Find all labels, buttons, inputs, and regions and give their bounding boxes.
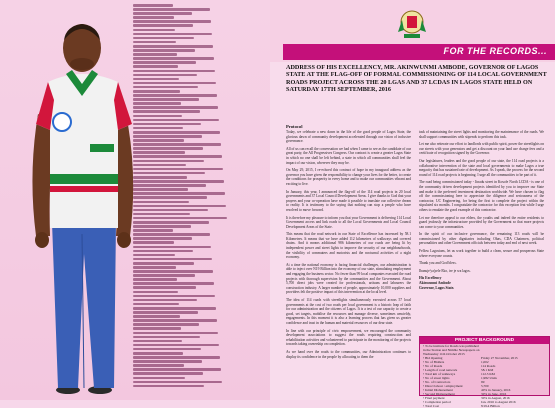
protocol-heading: Protocol bbox=[286, 124, 303, 129]
photo-panel bbox=[0, 0, 270, 400]
name-list-line bbox=[133, 53, 177, 56]
row-label: • Bid Opening bbox=[423, 356, 443, 360]
speech-paragraph: task of maintaining the street lights and monitoring the maintenance of the roads. We shall support communities with stipends to perform this task. bbox=[419, 130, 544, 139]
name-list-line bbox=[133, 229, 173, 232]
name-list-line bbox=[133, 164, 186, 167]
name-list-line bbox=[133, 217, 227, 220]
for-the-records-banner bbox=[283, 44, 555, 60]
row-value: 5,700 bbox=[481, 384, 489, 388]
row-value: 1,002 bbox=[481, 360, 489, 364]
name-list-line bbox=[133, 278, 177, 281]
speech-column-left bbox=[286, 130, 411, 362]
name-list-line bbox=[133, 225, 191, 228]
name-list-line bbox=[133, 168, 223, 171]
speech-paragraph: Thank you and God bless. bbox=[419, 261, 457, 266]
name-list-line bbox=[133, 192, 225, 195]
project-background-row bbox=[420, 344, 549, 356]
name-list-line bbox=[133, 78, 179, 81]
name-list-line bbox=[133, 119, 219, 122]
row-label: • No of Roads bbox=[423, 364, 443, 368]
name-list-line bbox=[133, 209, 208, 212]
name-list-line bbox=[133, 12, 192, 15]
name-list-line bbox=[133, 282, 214, 285]
name-list-line bbox=[133, 340, 182, 343]
row-value: 1,982 Units bbox=[481, 376, 497, 380]
row-label: • To be institute for Roads was published in the Station and Nimble Newspapers on Wednesday 11th October 2015 bbox=[423, 344, 480, 356]
name-list-line bbox=[133, 348, 201, 351]
name-list-line bbox=[133, 262, 194, 265]
signoff-line1: His Excellency bbox=[419, 276, 442, 281]
project-background-box bbox=[419, 336, 550, 408]
name-list-line bbox=[133, 24, 193, 27]
name-list-line bbox=[133, 385, 204, 388]
name-list-line bbox=[133, 135, 202, 138]
row-label: • Completion period bbox=[423, 400, 451, 404]
row-value: N19.4 Billion bbox=[481, 404, 500, 408]
name-list-line bbox=[133, 254, 175, 257]
name-list-line bbox=[133, 147, 203, 150]
project-background-row bbox=[420, 404, 549, 408]
name-list-line bbox=[133, 131, 220, 134]
name-list-line bbox=[133, 196, 207, 199]
project-background-title: PROJECT BACKGROUND bbox=[420, 337, 549, 344]
speech-column-right bbox=[419, 130, 544, 291]
name-list-line bbox=[133, 102, 181, 105]
row-label: • No of street lights bbox=[423, 376, 450, 380]
name-list-line bbox=[133, 70, 215, 73]
name-list-line bbox=[133, 323, 199, 326]
name-list-line bbox=[133, 98, 199, 101]
name-list-line bbox=[133, 143, 221, 146]
row-label: • Direct labour / employment bbox=[423, 384, 463, 388]
row-value bbox=[481, 344, 546, 356]
name-list-line bbox=[133, 336, 200, 339]
name-list-line bbox=[133, 160, 204, 163]
name-list-line bbox=[133, 291, 178, 294]
name-list-line bbox=[133, 151, 185, 154]
speech-paragraph: The road being commissioned today - Jinadu street in Kosofe North LCDA - is one of the community driven development projects identified by you to improve our State and make it the preferred investment destination worldwide. We have chosen to flag off the commissioning here to appreciate the diligence and seriousness of the contractor, UC Engineering, for being the first to complete the project within the stipulated six months. I congratulate the contractor for this exception feat while I urge others to emulate the good example of this contractor. bbox=[419, 180, 544, 212]
name-list-line bbox=[133, 74, 197, 77]
name-list-line bbox=[133, 41, 176, 44]
name-list-line bbox=[133, 213, 190, 216]
row-value: 40% in January, 2016 bbox=[481, 388, 511, 392]
name-list-line bbox=[133, 155, 222, 158]
speech-paragraph: Our legislatures, leaders and the good people of our state, the 114 road projects is a collaborative intervention of the state and local governments to make Lagos a true megacity that has sustained rate of development. As I speak, the process for the second round of 114 road projects is beginning. I urge all the communities to be part of it. bbox=[419, 158, 544, 177]
speech-paragraph: The idea of 114 roads with streetlights simultaneously executed across 57 local governments at the cost of two roads per local government is a historic leap of faith for our administration and the citizens of Lagos. It is a test of our capacity to create a good, set targets, mobilise the resources and manage diverse, sometimes unwieldy, engagements. In this moment it is also a learning process that has given us greater confidence and trust in the human and material resources of our dear state. bbox=[286, 298, 411, 325]
name-list-line bbox=[133, 364, 184, 367]
speech-paragraph: It is therefore my pleasure to inform you that your Government is delivering 114 Local Government access and link roads to all the Local Governments and Local Council Development Areas of the State. bbox=[286, 215, 412, 229]
name-list-line bbox=[133, 311, 198, 314]
row-value: 99 bbox=[481, 380, 485, 384]
name-list-line bbox=[133, 33, 212, 36]
speech-paragraph: Let me also reiterate our effort to landlords with public spirit, power the streetlights on our streets with your generators and get a discount on your land use charge fees and a certificate of recognition signed by the Governor. bbox=[419, 142, 544, 156]
speech-paragraph: Fellow Lagosians, let us work together to build a clean, secure and prosperous State where everyone counts. bbox=[419, 249, 544, 258]
speech-paragraph: Let me therefore appeal to our elders, the youths and indeed the entire residents to guard jealously the infrastructure provided by the Government so that more projects can come to your communities. bbox=[419, 215, 544, 229]
name-list-line bbox=[133, 188, 188, 191]
name-list-line bbox=[133, 319, 217, 322]
name-list-line bbox=[133, 372, 203, 375]
signoff-line3: Governor, Lagos State. bbox=[419, 286, 455, 291]
speech-title: ADDRESS OF HIS EXCELLENCY, MR. AKINWUNMI AMBODE, GOVERNOR OF LAGOS STATE AT THE FLAG-OFF OF FORMAL COMMISSIONING OF 114 LOCAL GOVERNMENT ROADS PROJECT ACROSS THE 20 LGAS AND 37 LCDAS IN LAGOS STATE HELD ON SATURDAY 17TH SEPTEMBER, 2016 bbox=[286, 64, 547, 93]
name-list-line bbox=[133, 45, 213, 48]
speech-paragraph: This means that the road network in our State of Excellence has increased by 58.1 Kilometres. It means that we have added 112 kilometres of walkways and covered drains. And it means additional 986 kilometres of our roads are being lit by independent power and street lights to improve the security of our neighbourhoods, the visibility of commuters and motorists and the nocturnal activities of a night economy. bbox=[286, 232, 411, 260]
name-list-line bbox=[133, 360, 202, 363]
name-list-line bbox=[133, 307, 216, 310]
name-list-line bbox=[133, 377, 185, 380]
name-list-line bbox=[133, 241, 174, 244]
name-list-line bbox=[133, 49, 195, 52]
name-list-line bbox=[133, 90, 180, 93]
name-list-line bbox=[133, 16, 174, 19]
name-list-line bbox=[133, 315, 180, 318]
row-value: 114 Roads bbox=[481, 364, 496, 368]
name-list-line bbox=[133, 29, 175, 32]
supporters-name-list bbox=[133, 4, 261, 396]
row-label: • Length of road network bbox=[423, 368, 458, 372]
name-list-line bbox=[133, 266, 176, 269]
row-value: 112.3 KM bbox=[481, 372, 495, 376]
name-list-line bbox=[133, 123, 201, 126]
name-list-line bbox=[133, 250, 193, 253]
speech-paragraph: Ibanuje'ya'pele Eko, ire je wa lagos. bbox=[419, 268, 471, 273]
name-list-line bbox=[133, 20, 211, 23]
name-list-line bbox=[133, 295, 215, 298]
speech-paragraph: On May 29, 2015, I re-echoed this contract of hope in my inaugural address as the governor you have given the responsibility to change your lives for the better, to create the conditions for prosperity in every home and to make our communities vibrant and exciting to live. bbox=[286, 168, 411, 186]
name-list-line bbox=[133, 327, 181, 330]
name-list-line bbox=[133, 184, 206, 187]
name-list-line bbox=[133, 172, 205, 175]
name-list-line bbox=[133, 65, 178, 68]
name-list-line bbox=[133, 299, 197, 302]
name-list-line bbox=[133, 115, 182, 118]
row-label: • No. of Contractors bbox=[423, 380, 451, 384]
row-value: 30% in August, 2016 bbox=[481, 396, 510, 400]
row-label: • Total km of walkways bbox=[423, 372, 456, 376]
name-list-line bbox=[133, 286, 196, 289]
governor-photo bbox=[22, 4, 142, 396]
row-value: Friday 27 November, 2015 bbox=[481, 356, 518, 360]
lagos-coat-of-arms-icon bbox=[394, 6, 430, 42]
name-list-line bbox=[133, 57, 214, 60]
name-list-line bbox=[133, 258, 212, 261]
speech-paragraph: In line with our principle of civic empowerment, we encouraged the community development associations to suggest the roads requiring construction and rehabilitation activities and volunteered to participate in the monitoring of the projects towards taking ownership on completion. bbox=[286, 328, 411, 347]
name-list-line bbox=[133, 352, 183, 355]
speech-paragraph: At a time the national economy is facing financial challenges, our administration is able to inject over N19 Billion into the economy of our state, stimulating employment and engaging the business sector. No fewer than 99 local companies executed the road projects with thorough supervision by the communities and the Government. About 5,700 direct jobs were created for professionals, artisans and labourers the construction industry. A larger number of people, approximately 10,000 suppliers and providers felt the positive impact of this intervention at the local level. bbox=[286, 262, 411, 295]
signoff-line2: Akinwunmi Ambode bbox=[419, 281, 451, 286]
speech-paragraph: In January, this year, I announced the flag-off of the 114 road projects in 20 local governments and 37 Local Council Development Areas. I give thanks to God that your prayers and your co-operation have made it possible to translate our collective dream to reality. It is testimony to the saying that nothing can stop a people who have resolved to move forward. bbox=[286, 189, 411, 212]
name-list-line bbox=[133, 270, 213, 273]
row-label: • Initial Disbursement bbox=[423, 388, 453, 392]
name-list-line bbox=[133, 86, 198, 89]
row-value: Jan. 2016 to August 2016 bbox=[481, 400, 516, 404]
name-list-line bbox=[133, 82, 216, 85]
name-list-line bbox=[133, 110, 200, 113]
name-list-line bbox=[133, 246, 211, 249]
banner-text: FOR THE RECORDS... bbox=[443, 46, 547, 56]
name-list-line bbox=[133, 4, 173, 7]
speech-paragraph: Today, we celebrate a new dawn in the life of the good people of Lagos State, the glorious dawn of community development accelerated through our vision of inclusive governance. bbox=[286, 130, 411, 144]
name-list-line bbox=[133, 8, 210, 11]
name-list-line bbox=[133, 201, 189, 204]
name-list-line bbox=[133, 237, 192, 240]
row-label: • Final payment bbox=[423, 396, 445, 400]
name-list-line bbox=[133, 356, 220, 359]
name-list-line bbox=[133, 332, 218, 335]
signoff bbox=[419, 276, 544, 290]
name-list-line bbox=[133, 205, 226, 208]
name-list-line bbox=[133, 381, 222, 384]
name-list-line bbox=[133, 180, 224, 183]
name-list-line bbox=[133, 274, 195, 277]
name-list-line bbox=[133, 303, 179, 306]
row-label: • No of Bidders bbox=[423, 360, 445, 364]
name-list-line bbox=[133, 139, 184, 142]
name-list-line bbox=[133, 344, 219, 347]
row-label: • Second Disbursement bbox=[423, 392, 455, 396]
name-list-line bbox=[133, 368, 221, 371]
row-value: 30% in June, 2016 bbox=[481, 392, 507, 396]
name-list-line bbox=[133, 37, 194, 40]
name-list-line bbox=[133, 106, 218, 109]
name-list-line bbox=[133, 233, 210, 236]
speech-paragraph: As we hand over the roads to the communities, our Administration continues to display its confidence in the people by allocating to them the bbox=[286, 349, 411, 359]
name-list-line bbox=[133, 94, 217, 97]
row-value: 58.1 KM bbox=[481, 368, 494, 372]
name-list-line bbox=[133, 127, 183, 130]
speech-paragraph: All of us can recall the conversation we had when I came to see as the candidate of our great party, the All Progressives Congress. Our contract is create a greater Lagos State in which no one shall be left behind, a state in which all communities shall feel the impact of our vision, wherever they may be. bbox=[286, 146, 411, 165]
name-list-line bbox=[133, 221, 209, 224]
speech-paragraph: In the spirit of our inclusive governance, the remaining 113 roads will be commissioned by other dignitaries including Obas, CDA Chairmen, political personalities and other Government officials between today and end of next week. bbox=[419, 232, 544, 246]
row-label: • Total Cost bbox=[423, 404, 439, 408]
name-list-line bbox=[133, 176, 187, 179]
name-list-line bbox=[133, 61, 196, 64]
